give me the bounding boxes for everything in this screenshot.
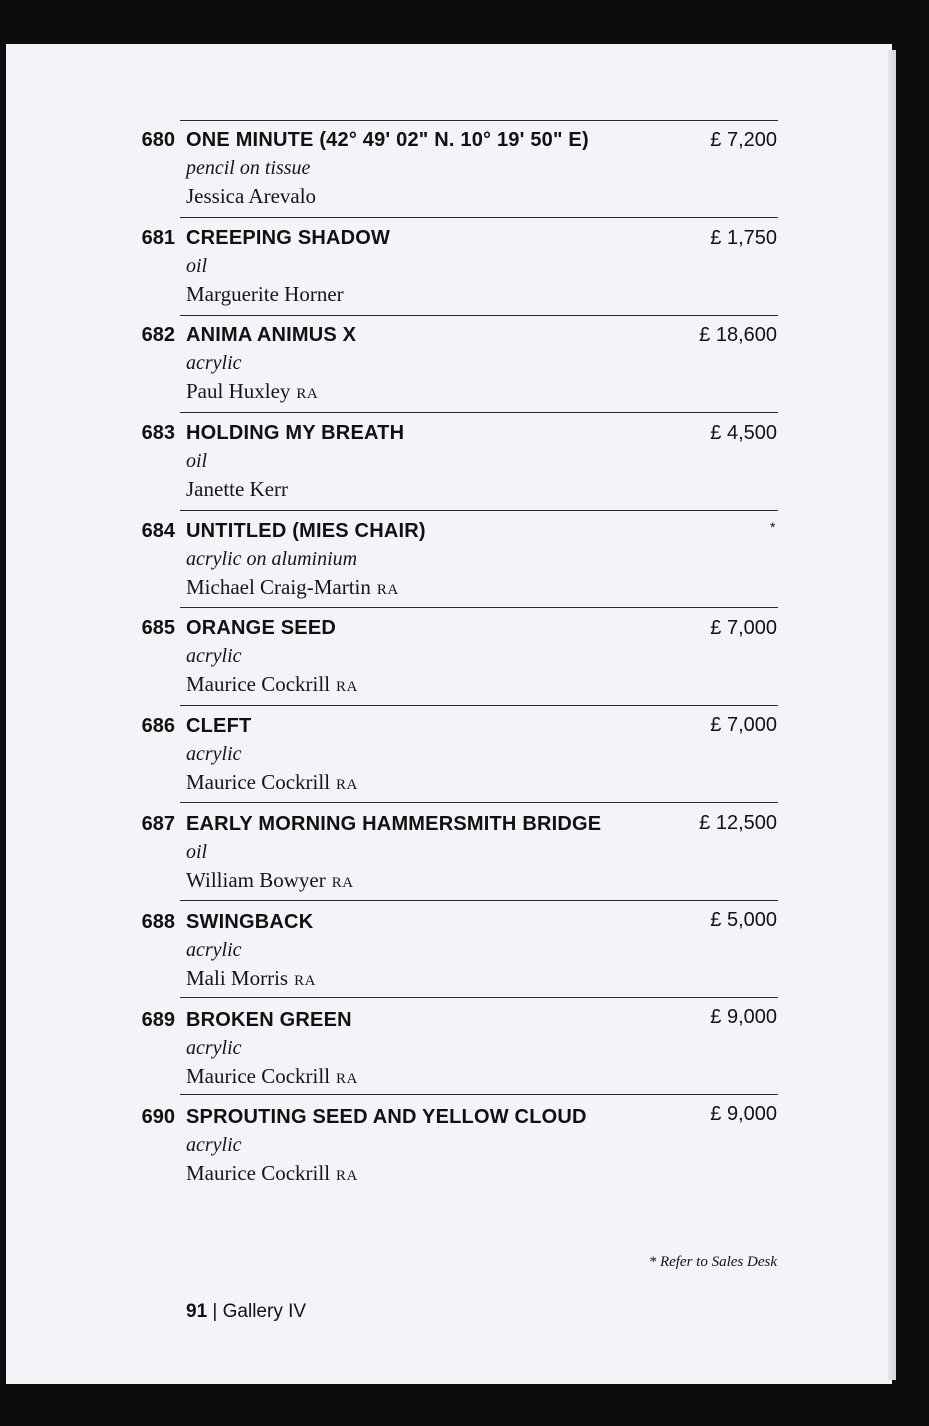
entry-divider bbox=[180, 900, 778, 901]
entry-divider bbox=[180, 1094, 778, 1095]
entry-artist bbox=[186, 868, 354, 893]
artist-name: Marguerite Horner bbox=[186, 282, 344, 306]
footer-separator: | bbox=[212, 1301, 218, 1322]
entry-number: 680 bbox=[141, 129, 175, 151]
entry-medium: acrylic bbox=[186, 1037, 242, 1059]
entry-artist bbox=[186, 966, 316, 991]
entry-price: £ 7,000 bbox=[710, 714, 777, 736]
artist-name: William Bowyer bbox=[186, 868, 326, 892]
entry-medium: acrylic bbox=[186, 939, 242, 961]
entry-divider bbox=[180, 217, 778, 218]
entry-medium: acrylic on aluminium bbox=[186, 548, 358, 570]
entry-number: 690 bbox=[141, 1106, 175, 1128]
entry-title: ONE MINUTE (42° 49' 02" N. 10° 19' 50" E) bbox=[186, 129, 589, 151]
entry-title: SWINGBACK bbox=[186, 911, 314, 933]
entry-number: 687 bbox=[141, 813, 175, 835]
entry-price: £ 5,000 bbox=[710, 909, 777, 931]
entry-price: £ 1,750 bbox=[710, 227, 777, 249]
entry-medium: acrylic bbox=[186, 352, 242, 374]
entry-title: EARLY MORNING HAMMERSMITH BRIDGE bbox=[186, 813, 602, 835]
page-number: 91 bbox=[186, 1301, 208, 1322]
entry-price: £ 18,600 bbox=[699, 324, 777, 346]
ra-suffix: RA bbox=[376, 582, 399, 598]
entry-medium: acrylic bbox=[186, 1134, 242, 1156]
artist-name: Mali Morris bbox=[186, 966, 289, 990]
entry-title: CLEFT bbox=[186, 715, 252, 737]
ra-suffix: RA bbox=[331, 875, 354, 891]
artist-name: Jessica Arevalo bbox=[186, 184, 317, 208]
page-edge bbox=[888, 50, 896, 1380]
entry-divider bbox=[180, 802, 778, 803]
entry-title: ANIMA ANIMUS X bbox=[186, 324, 357, 346]
entry-number: 689 bbox=[141, 1009, 175, 1031]
entry-artist bbox=[186, 575, 399, 600]
artist-name: Janette Kerr bbox=[186, 477, 289, 501]
entry-number: 683 bbox=[141, 422, 175, 444]
page-footer bbox=[186, 1301, 306, 1323]
entry-title: HOLDING MY BREATH bbox=[186, 422, 405, 444]
ra-suffix: RA bbox=[336, 1168, 358, 1184]
refer-asterisk: * bbox=[770, 519, 776, 535]
entry-number: 685 bbox=[141, 617, 175, 639]
entry-number: 686 bbox=[141, 715, 175, 737]
entry-divider bbox=[180, 997, 778, 998]
entry-price: £ 7,200 bbox=[710, 129, 777, 151]
artist-name: Maurice Cockrill bbox=[186, 1064, 331, 1088]
entry-divider bbox=[180, 705, 778, 706]
ra-suffix: RA bbox=[336, 1071, 358, 1087]
entry-title: CREEPING SHADOW bbox=[186, 227, 391, 249]
artist-name: Michael Craig-Martin bbox=[186, 575, 371, 599]
entry-divider bbox=[180, 510, 778, 511]
entry-title: SPROUTING SEED AND YELLOW CLOUD bbox=[186, 1106, 587, 1128]
artist-name: Paul Huxley bbox=[186, 379, 291, 403]
entry-number: 682 bbox=[141, 324, 175, 346]
entry-artist bbox=[186, 282, 344, 307]
entry-title: BROKEN GREEN bbox=[186, 1009, 352, 1031]
ra-suffix: RA bbox=[336, 679, 358, 695]
entry-title: ORANGE SEED bbox=[186, 617, 337, 639]
entry-divider bbox=[180, 315, 778, 316]
entry-title: UNTITLED (MIES CHAIR) bbox=[186, 520, 426, 542]
entry-medium: pencil on tissue bbox=[186, 157, 311, 179]
entry-divider bbox=[180, 120, 778, 121]
entry-artist bbox=[186, 1064, 358, 1089]
artist-name: Maurice Cockrill bbox=[186, 770, 331, 794]
entry-medium: oil bbox=[186, 450, 208, 472]
footnote: * Refer to Sales Desk bbox=[648, 1254, 777, 1270]
ra-suffix: RA bbox=[296, 386, 319, 402]
entry-artist bbox=[186, 184, 316, 209]
entry-divider bbox=[180, 412, 778, 413]
section-name: Gallery IV bbox=[222, 1301, 307, 1322]
ra-suffix: RA bbox=[336, 777, 358, 793]
entry-medium: acrylic bbox=[186, 743, 242, 765]
entry-artist bbox=[186, 770, 358, 795]
entry-artist bbox=[186, 379, 318, 404]
entry-price: £ 9,000 bbox=[710, 1103, 777, 1125]
entry-artist bbox=[186, 477, 288, 502]
artist-name: Maurice Cockrill bbox=[186, 672, 331, 696]
entry-number: 688 bbox=[141, 911, 175, 933]
entry-artist bbox=[186, 1161, 358, 1186]
entry-artist bbox=[186, 672, 358, 697]
entry-medium: oil bbox=[186, 255, 208, 277]
entry-price: £ 4,500 bbox=[710, 422, 777, 444]
entry-medium: oil bbox=[186, 841, 208, 863]
entry-price: £ 7,000 bbox=[710, 617, 777, 639]
entry-number: 684 bbox=[141, 520, 175, 542]
entry-medium: acrylic bbox=[186, 645, 242, 667]
entry-divider bbox=[180, 607, 778, 608]
entry-price: £ 12,500 bbox=[699, 812, 777, 834]
entry-number: 681 bbox=[141, 227, 175, 249]
ra-suffix: RA bbox=[294, 973, 316, 989]
artist-name: Maurice Cockrill bbox=[186, 1161, 331, 1185]
entry-price: £ 9,000 bbox=[710, 1006, 777, 1028]
